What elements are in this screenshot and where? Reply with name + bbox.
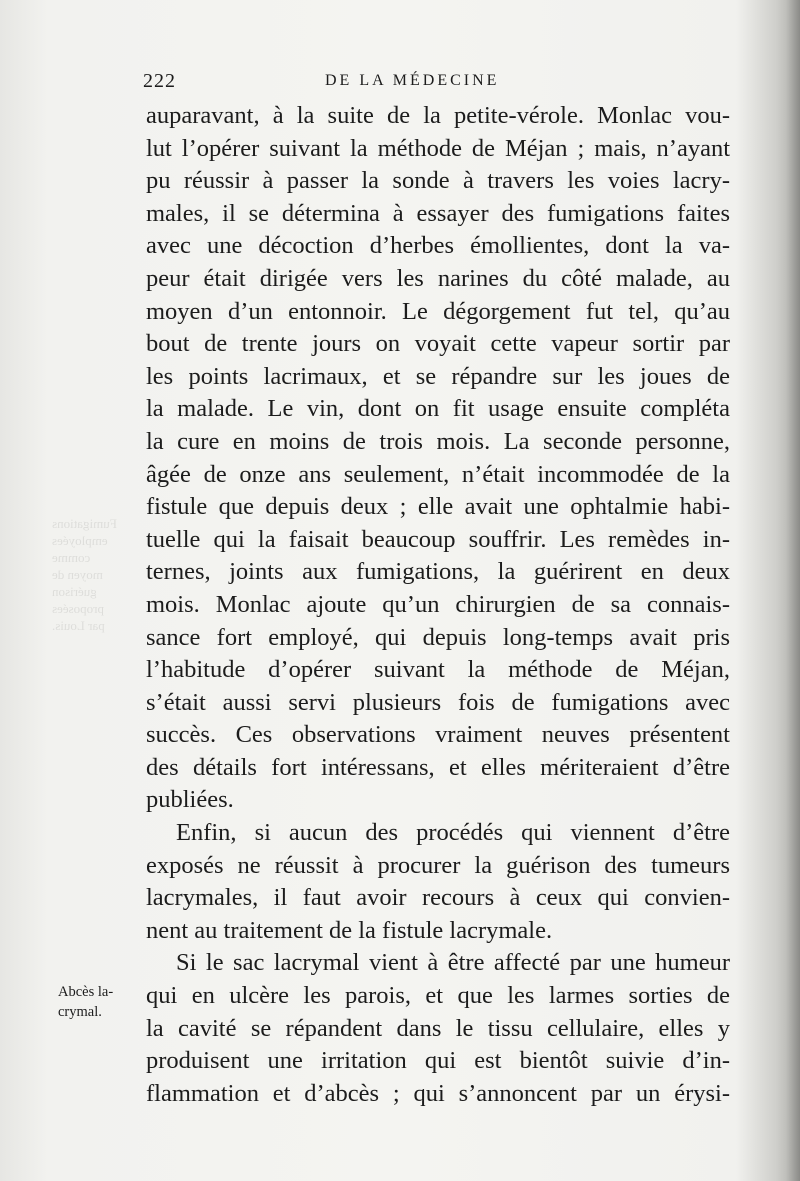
- text-line-paragraph-start: Enfin, si aucun des procédés qui viennent d’être: [176, 819, 730, 847]
- marginal-note: [58, 982, 138, 1022]
- text-line: qui en ulcère les parois, et que les larmes sorties de: [146, 982, 730, 1010]
- text-line-paragraph-start: Si le sac lacrymal vient à être affecté par une humeur: [176, 949, 730, 977]
- page-header: [143, 70, 735, 100]
- text-line-paragraph-end: nent au traitement de la fistule lacrymale.: [146, 916, 553, 944]
- text-line: auparavant, à la suite de la petite-vérole. Monlac vou-: [146, 102, 730, 129]
- text-line: s’était aussi servi plusieurs fois de fumigations avec: [146, 688, 730, 716]
- text-line: bout de trente jours on voyait cette vapeur sortir par: [146, 330, 730, 358]
- text-line: exposés ne réussit à procurer la guérison des tumeurs: [146, 851, 730, 879]
- bleed-through-text: Fumigations employées comme moyen de guérison proposées par Louis.: [52, 516, 118, 633]
- text-line: peur était dirigée vers les narines du côté malade, au: [146, 264, 730, 292]
- running-head: DE LA MÉDECINE: [325, 72, 500, 89]
- text-line: succès. Ces observations vraiment neuves présentent: [146, 721, 730, 749]
- text-line: lut l’opérer suivant la méthode de Méjan ; mais, n’ayant: [146, 134, 730, 162]
- text-line: moyen d’un entonnoir. Le dégorgement fut tel, qu’au: [146, 297, 730, 325]
- text-line: la cure en moins de trois mois. La seconde personne,: [146, 427, 730, 455]
- marginal-note-line: Abcès la-: [58, 984, 114, 1000]
- text-line: males, il se détermina à essayer des fumigations faites: [146, 199, 730, 227]
- text-line: mois. Monlac ajoute qu’un chirurgien de sa connais-: [146, 590, 730, 618]
- text-line: les points lacrimaux, et se répandre sur les joues de: [146, 362, 730, 390]
- text-line: flammation et d’abcès ; qui s’annoncent par un érysi-: [146, 1079, 730, 1107]
- text-line: produisent une irritation qui est bientôt suivie d’in-: [146, 1047, 730, 1075]
- text-line: l’habitude d’opérer suivant la méthode de Méjan,: [146, 656, 730, 684]
- text-line: la cavité se répandent dans le tissu cellulaire, elles y: [146, 1014, 730, 1042]
- marginal-note-line: crymal.: [58, 1004, 102, 1020]
- body-text: [146, 100, 730, 1110]
- text-line: sance fort employé, qui depuis long-temps avait pris: [146, 623, 730, 651]
- text-line: lacrymales, il faut avoir recours à ceux qui convien-: [146, 884, 730, 912]
- text-line: fistule que depuis deux ; elle avait une ophtalmie habi-: [146, 493, 730, 521]
- text-line: ternes, joints aux fumigations, la guérirent en deux: [146, 558, 730, 586]
- page-edge-shadow: [786, 0, 800, 1181]
- text-line: pu réussir à passer la sonde à travers les voies lacry-: [146, 167, 730, 195]
- page-number: 222: [143, 70, 176, 92]
- text-line: âgée de onze ans seulement, n’était incommodée de la: [146, 460, 730, 488]
- text-line-paragraph-end: publiées.: [146, 786, 234, 814]
- text-line: tuelle qui la faisait beaucoup souffrir. Les remèdes in-: [146, 525, 730, 553]
- text-line: avec une décoction d’herbes émollientes, dont la va-: [146, 232, 730, 260]
- text-line: des détails fort intéressans, et elles mériteraient d’être: [146, 753, 730, 781]
- text-line: la malade. Le vin, dont on fit usage ensuite compléta: [146, 395, 730, 423]
